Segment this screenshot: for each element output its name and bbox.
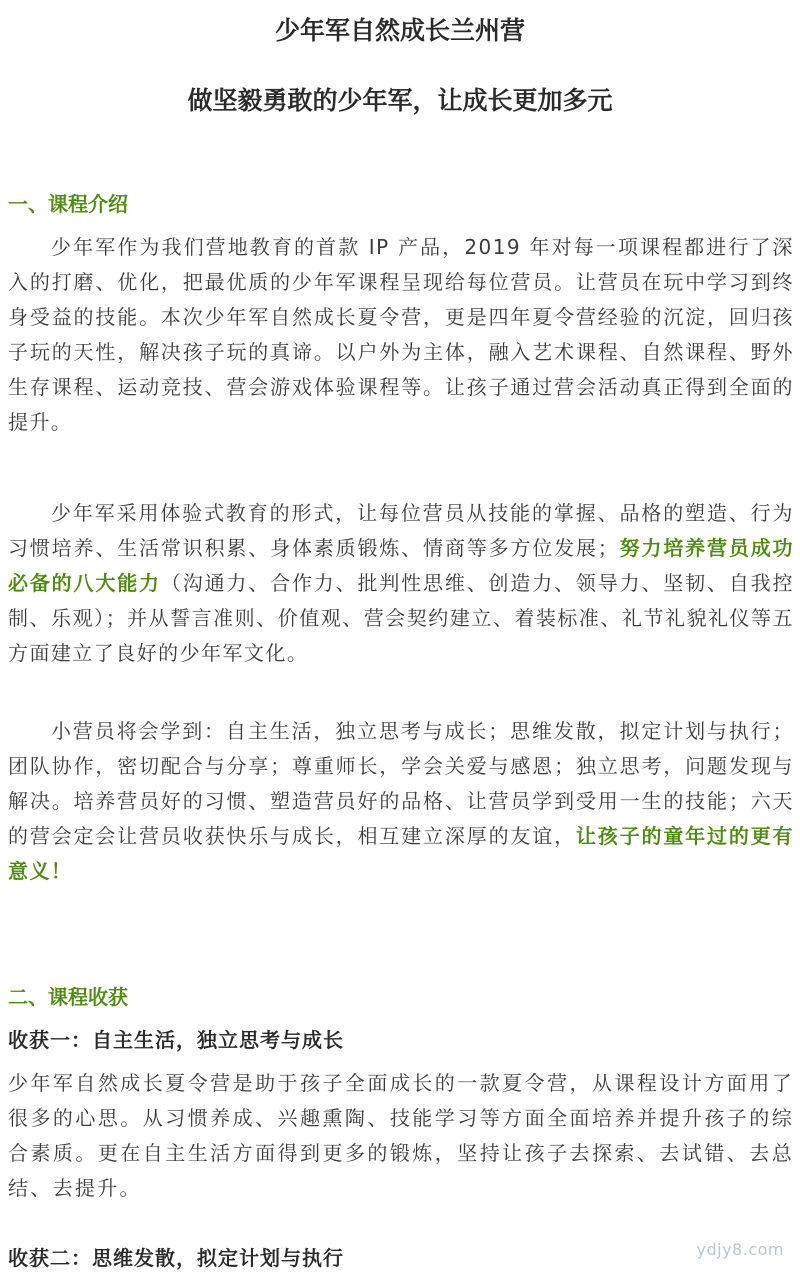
intro-paragraph-2-end: （沟通力、合作力、批判性思维、创造力、领导力、坚韧、自我控制、乐观）；并从誓言准则、价值观、营会契约建立、着装标准、礼节礼貌礼仪等五方面建立了良好的少年军文化。 xyxy=(8,571,794,665)
intro-paragraph-2 xyxy=(8,496,794,671)
intro-paragraph-2-start: 少年军采用体验式教育的形式，让每位营员从技能的掌握、品格的塑造、行为习惯培养、生活常识积累、身体素质锻炼、情商等多方位发展； xyxy=(8,501,794,560)
page-title: 少年军自然成长兰州营 xyxy=(274,16,525,45)
section-heading-intro: 一、课程介绍 xyxy=(8,192,128,216)
section-heading-gains: 二、课程收获 xyxy=(8,985,128,1009)
gain-1-text: 少年军自然成长夏令营是助于孩子全面成长的一款夏令营，从课程设计方面用了很多的心思。从习惯养成、兴趣熏陶、技能学习等方面全面培养并提升孩子的综合素质。更在自主生活方面得到更多的锻炼，坚持让孩子去探索、去试错、去总结、去提升。 xyxy=(8,1071,794,1200)
intro-paragraph-3-start: 小营员将会学到：自主生活，独立思考与成长；思维发散，拟定计划与执行；团队协作，密切配合与分享；尊重师长，学会关爱与感恩；独立思考，问题发现与解决。培养营员好的习惯、塑造营员好的品格、让营员学到受用一生的技能；六天的营会定会让营员收获快乐与成长，相互建立深厚的友谊， xyxy=(8,719,794,848)
intro-paragraph-3 xyxy=(8,714,794,889)
intro-paragraph-1: 少年军作为我们营地教育的首款 IP 产品，2019 年对每一项课程都进行了深入的打磨、优化，把最优质的少年军课程呈现给每位营员。让营员在玩中学习到终身受益的技能。本次少年军自然成长夏令营，更是四年夏令营经验的沉淀，回归孩子玩的天性，解决孩子玩的真谛。以户外为主体，融入艺术课程、自然课程、野外生存课程、运动竞技、营会游戏体验课程等。让孩子通过营会活动真正得到全面的提升。 xyxy=(8,235,794,434)
gain-2-title: 收获二：思维发散，拟定计划与执行 xyxy=(8,1246,344,1270)
gain-1-title: 收获一：自主生活，独立思考与成长 xyxy=(8,1028,344,1052)
page-subtitle: 做坚毅勇敢的少年军，让成长更加多元 xyxy=(187,86,613,115)
site-watermark: ydjy8.com xyxy=(696,1240,784,1259)
eight-abilities-highlight: 努力培养营员成功必备的八大能力 xyxy=(8,536,794,595)
meaningful-childhood-highlight: 让孩子的童年过的更有意义！ xyxy=(8,824,795,883)
